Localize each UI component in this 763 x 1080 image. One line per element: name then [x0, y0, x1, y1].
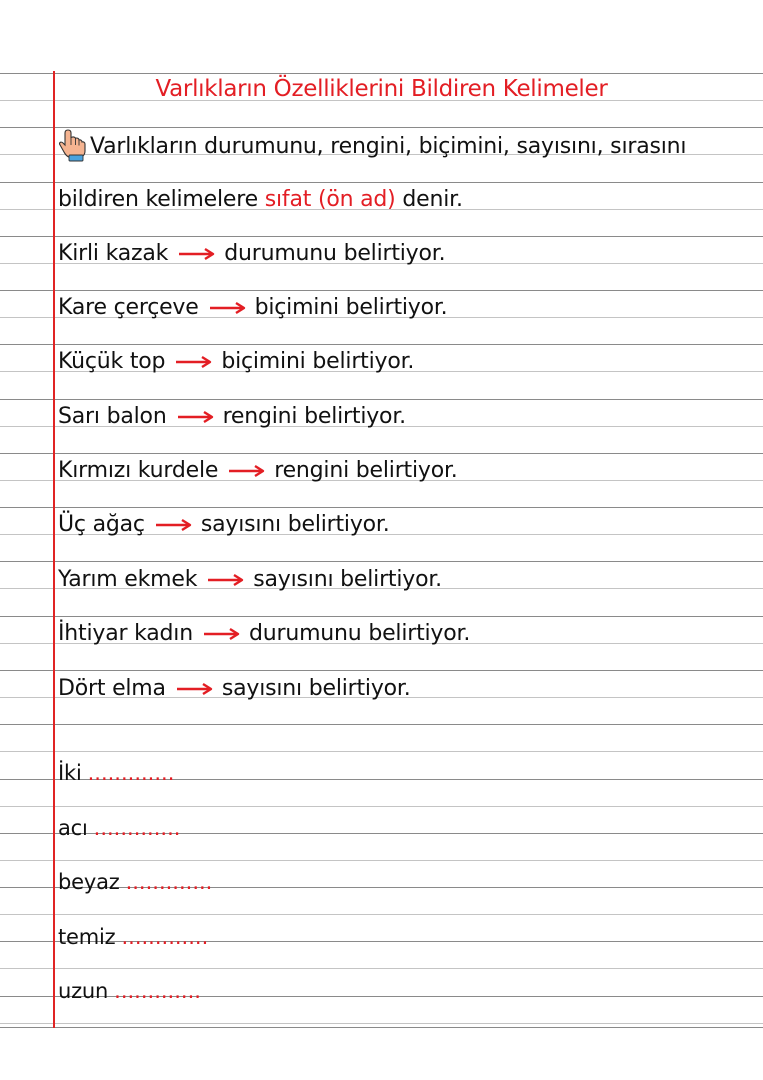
answer-blank[interactable]: .............: [93, 816, 181, 840]
example-phrase: Üç ağaç: [58, 512, 145, 537]
margin-line: [53, 71, 55, 1028]
pointing-hand-icon: [58, 128, 88, 162]
example-phrase: Kirli kazak: [58, 241, 169, 266]
example-row: [58, 400, 406, 434]
example-description: biçimini belirtiyor.: [254, 295, 448, 320]
example-phrase: İhtiyar kadın: [58, 621, 193, 646]
example-row: [58, 291, 447, 325]
example-phrase: Küçük top: [58, 349, 166, 374]
intro-text-1: Varlıkların durumunu, rengini, biçimini, sayısını, sırasını: [90, 134, 687, 159]
intro-text-2a: bildiren kelimelere: [58, 187, 265, 212]
answer-blank[interactable]: .............: [121, 925, 209, 949]
example-description: durumunu belirtiyor.: [224, 241, 446, 266]
example-row: [58, 345, 414, 379]
example-phrase: Kare çerçeve: [58, 295, 199, 320]
arrow-right-icon: [209, 301, 247, 315]
highlight-term: sıfat (ön ad): [264, 187, 396, 212]
answer-blank[interactable]: .............: [87, 761, 175, 785]
rule-line: [0, 73, 763, 74]
exercise-word: uzun: [58, 979, 109, 1003]
example-phrase: Dört elma: [58, 676, 166, 701]
rule-line-minor: [0, 1023, 763, 1024]
rule-line-minor: [0, 751, 763, 752]
intro-line-1: [58, 128, 686, 162]
example-row: [58, 672, 411, 706]
exercise-row: [58, 811, 180, 845]
arrow-right-icon: [177, 410, 215, 424]
answer-blank[interactable]: .............: [114, 979, 201, 1003]
example-phrase: Sarı balon: [58, 404, 167, 429]
rule-line: [0, 561, 763, 562]
example-description: rengini belirtiyor.: [222, 404, 406, 429]
exercise-row: [58, 920, 208, 954]
arrow-right-icon: [175, 355, 213, 369]
example-description: sayısını belirtiyor.: [200, 512, 390, 537]
exercise-row: [58, 865, 212, 899]
example-description: rengini belirtiyor.: [274, 458, 458, 483]
exercise-word: beyaz: [58, 870, 120, 894]
arrow-right-icon: [178, 247, 216, 261]
rule-line-minor: [0, 968, 763, 969]
arrow-right-icon: [207, 573, 245, 587]
example-row: [58, 617, 470, 651]
example-description: biçimini belirtiyor.: [221, 349, 415, 374]
example-row: [58, 454, 458, 488]
rule-line: [0, 724, 763, 725]
example-row: [58, 237, 445, 271]
example-phrase: Yarım ekmek: [58, 567, 198, 592]
exercise-word: acı: [58, 816, 88, 840]
arrow-right-icon: [228, 464, 266, 478]
arrow-right-icon: [176, 682, 214, 696]
exercise-row: [58, 756, 174, 790]
arrow-right-icon: [155, 518, 193, 532]
arrow-right-icon: [203, 627, 241, 641]
answer-blank[interactable]: .............: [125, 870, 213, 894]
page-title: Varlıkların Özelliklerini Bildiren Kelimeler: [155, 76, 608, 102]
exercise-row: [58, 974, 201, 1008]
example-phrase: Kırmızı kurdele: [58, 458, 219, 483]
rule-line-minor: [0, 806, 763, 807]
rule-line: [0, 670, 763, 671]
intro-line-2: [58, 183, 463, 217]
intro-text-2b: denir.: [395, 187, 463, 212]
exercise-word: İki: [58, 761, 82, 785]
rule-line-minor: [0, 914, 763, 915]
rule-line: [0, 1027, 763, 1028]
rule-line-minor: [0, 860, 763, 861]
example-row: [58, 563, 442, 597]
example-description: sayısını belirtiyor.: [253, 567, 442, 592]
example-description: sayısını belirtiyor.: [221, 676, 411, 701]
example-row: [58, 508, 390, 542]
example-description: durumunu belirtiyor.: [248, 621, 471, 646]
exercise-word: temiz: [58, 925, 116, 949]
